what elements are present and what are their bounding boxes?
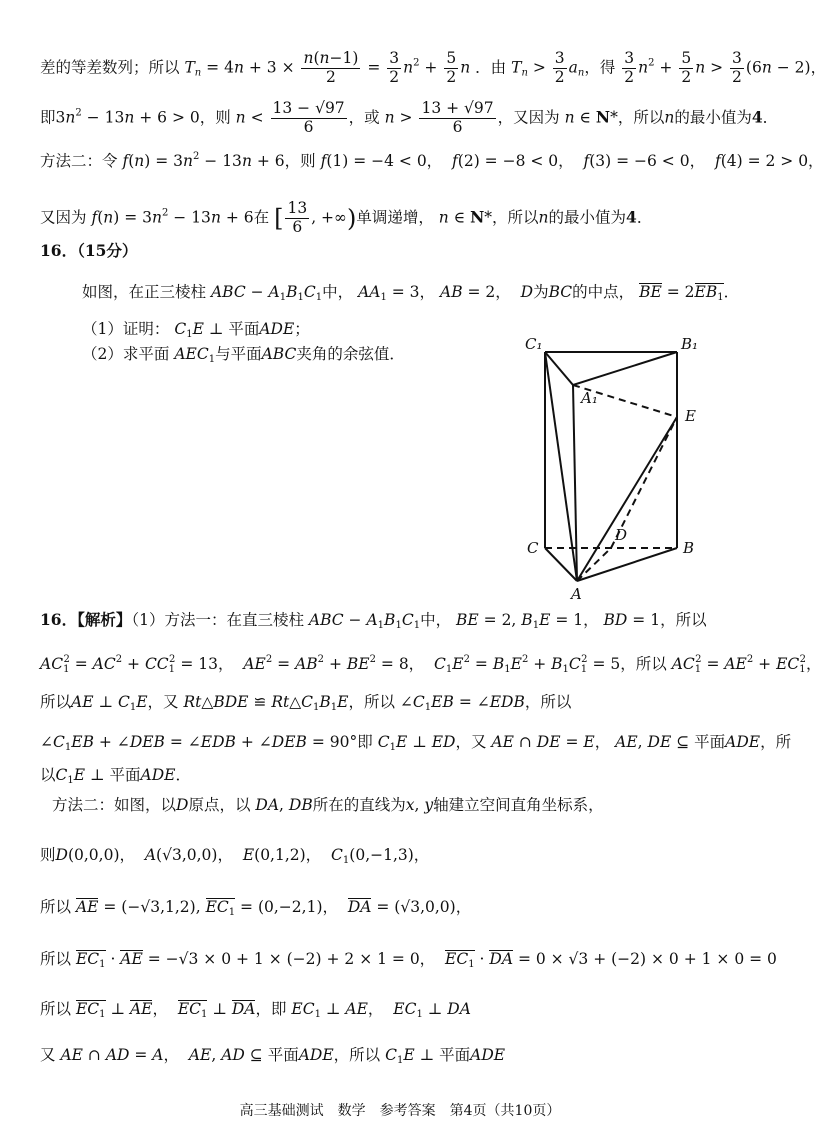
- text: 夹角的余弦值．: [296, 345, 405, 363]
- text: 16．（15分）: [40, 241, 138, 260]
- text: 以: [40, 766, 56, 784]
- text: ，所以: [524, 693, 572, 711]
- text: 则: [40, 846, 56, 864]
- text: 所以: [40, 693, 72, 711]
- edge-ab: [577, 548, 677, 581]
- label-c: C: [527, 539, 539, 557]
- problem-stem: 如图，在正三棱柱 ABC − $A_1B_1C_1$中， $AA_1 = 3$， AB = 2， D为BC的中点， BE = $2EB_1$．: [82, 283, 740, 303]
- question-1: （1）证明： $C_1E$ ⊥ 平面ADE；: [82, 320, 310, 340]
- question-2: （2）求平面 $AEC_1$与平面ABC夹角的余弦值．: [82, 345, 405, 365]
- text: ，或: [348, 108, 380, 127]
- label-c1: C₁: [525, 335, 543, 353]
- text: ，: [495, 283, 511, 301]
- text: 平面: [228, 320, 260, 338]
- text: 中，: [420, 611, 452, 629]
- text: ，: [419, 283, 436, 301]
- solution-line-6: 方法二：如图，以D原点，以 DA, DB所在的直线为x, y轴建立空间直角坐标系，: [52, 796, 604, 814]
- text: ，所以: [660, 611, 707, 629]
- text: ，即: [255, 1000, 287, 1018]
- text: ，所以: [348, 693, 395, 711]
- text: 的中点，: [572, 283, 635, 301]
- text: 为: [533, 283, 549, 301]
- text: 如图，在正三棱柱: [82, 283, 207, 301]
- solution-line-11: 又 AE ∩ AD = A， AE, AD ⊆ 平面ADE，所以 $C_1E$ ⊥ 平面ADE: [40, 1046, 506, 1066]
- solution-line-9: 所以 $EC_1$ · AE = −√3 × 0 + 1 × (−2) + 2 × 1 = 0， $EC_1$ · DA = 0 × √3 + (−2) × 0 + 1 × 0 = 0: [40, 950, 777, 970]
- text: ．由: [475, 58, 507, 77]
- text: 中，: [322, 283, 354, 301]
- text: 平面: [267, 1046, 299, 1064]
- solution-heading: 16．【解析】: [40, 610, 132, 629]
- text: 所以: [40, 898, 72, 916]
- solution-line-3: 所以AE ⊥ $C_1E$，又 Rt△BDE ≌ $Rt\triangle C_1B_1E$，所以 $\angle C_1EB$ = ∠EDB，所以: [40, 693, 572, 713]
- text-line-1: 差的等差数列；所以 $T_n = 4n + 3$ × $\frac{n(n-1)}{2}$ = $\frac{3}{2}$ $n^2$ + $\frac{5}{2}$ n ．由 $T_n$ > $\frac{3}{2}$ $a_n$，得 $\frac{3}{2}$ $n^2$ + $\frac{5}{2}$ n > $\frac{3}{2}$ (6n − 2)，: [40, 49, 826, 86]
- text: 所以: [40, 950, 72, 968]
- text: ，得: [584, 58, 616, 77]
- segment-ae: [577, 417, 677, 581]
- solution-line-5: 以$C_1E$ ⊥ 平面ADE．: [40, 766, 191, 786]
- prism-figure: [505, 325, 720, 605]
- solution-line-4: $\angle C_1EB$ + ∠DEB = ∠EDB + ∠DEB = 90°即 $C_1E$ ⊥ ED，又 AE ∩ DE = E， AE, DE ⊆ 平面ADE，所: [40, 733, 792, 753]
- solution-line-7: 则D(0,0,0)， A(√3,0,0)， E(0,1,2)， $C_1(0,-1,3)$，: [40, 846, 430, 866]
- method-label: 方法二：令: [40, 152, 118, 170]
- text: 又因为: [40, 208, 87, 227]
- text: 平面: [109, 766, 141, 784]
- text: 轴建立空间直角坐标系，: [433, 796, 604, 814]
- text: ，所以: [620, 655, 667, 673]
- text: ，又: [455, 733, 487, 751]
- text: 所以: [40, 1000, 72, 1018]
- text: 与平面: [215, 345, 262, 363]
- text-line-2: 即$3n^2 - 13n + 6 > 0$，则 n < $\frac{13 - √97}{6}$ ，或 n > $\frac{13 + √97}{6}$ ，又因为 n ∈ N*，所以n的最小值为4．: [40, 99, 779, 136]
- text: ，所: [760, 733, 792, 751]
- text: 的最小值为: [674, 108, 752, 127]
- label-a: A: [571, 585, 582, 603]
- text: 在: [253, 208, 270, 227]
- edge-a1b1: [573, 352, 677, 385]
- text: 平面: [439, 1046, 471, 1064]
- text: 单调递增，: [356, 208, 434, 227]
- text: （1）证明：: [82, 320, 170, 338]
- answer-value: 4: [626, 207, 637, 227]
- page-footer: 高三基础测试 数学 参考答案 第4页（共10页）: [239, 1103, 561, 1119]
- text: 又: [40, 1046, 56, 1064]
- problem-number: [40, 243, 137, 260]
- text: 所在的直线为: [312, 796, 406, 814]
- text: 的最小值为: [548, 208, 627, 227]
- label-d: D: [615, 526, 628, 544]
- text: ，则: [284, 152, 316, 170]
- label-a1: A₁: [581, 389, 598, 407]
- text: ，所以: [333, 1046, 381, 1064]
- text: （2）求平面: [82, 345, 170, 363]
- text: ，则: [199, 108, 231, 127]
- solution-line-1: 16．【解析】（1）方法一：在直三棱柱 ABC − $A_1B_1C_1$中， BE = 2, $B_1E = 1$， BD = 1，所以: [40, 610, 707, 631]
- solution-line-8: 所以 AE = (−√3,1,2), $EC_1 = (0,-2,1)$， DA = (√3,0,0)，: [40, 898, 472, 918]
- text: ，所以: [492, 208, 539, 227]
- text: 差的等差数列；所以: [40, 58, 180, 77]
- label-e: E: [685, 407, 696, 425]
- solution-line-2: $AC_1^2 = AC^2 + CC_1^2 = 13$， $AE^2 = AB^2 + BE^2 = 8$， $C_1E^2 = B_1E^2 + B_1C_1^2 = 5$，所以 $AC_1^2 = AE^2 + EC_1^2$，: [40, 654, 822, 675]
- text-line-4: 又因为 $f(n) = 3n^2 - 13n + 6$在 [ $\frac{13}{6}$ , +∞)单调递增， n ∈ N*，所以n的最小值为4．: [40, 199, 653, 236]
- text: ，又: [147, 693, 179, 711]
- answer-value: 4: [751, 107, 763, 127]
- text: 即: [40, 108, 56, 127]
- text: 原点，以: [188, 796, 251, 814]
- solution-line-10: 所以 $EC_1$ ⊥ AE， $EC_1$ ⊥ DA，即 $EC_1$ ⊥ AE， $EC_1$ ⊥ DA: [40, 1000, 471, 1020]
- text: （1）方法一：在直三棱柱: [131, 611, 304, 629]
- text: ，又因为: [497, 108, 560, 127]
- method-label: 方法二：如图，以: [52, 796, 177, 814]
- text: ，所以: [617, 108, 665, 127]
- text: 平面: [694, 733, 726, 751]
- text-line-3: 方法二：令 $f(n) = 3n^2 - 13n + 6$，则 f(1) = −4 < 0， f(2) = −8 < 0， f(3) = −6 < 0， f(4) = 2 > 0，: [40, 151, 824, 170]
- label-b: B: [683, 539, 695, 557]
- label-b1: B₁: [681, 335, 699, 353]
- text: 即: [357, 733, 373, 751]
